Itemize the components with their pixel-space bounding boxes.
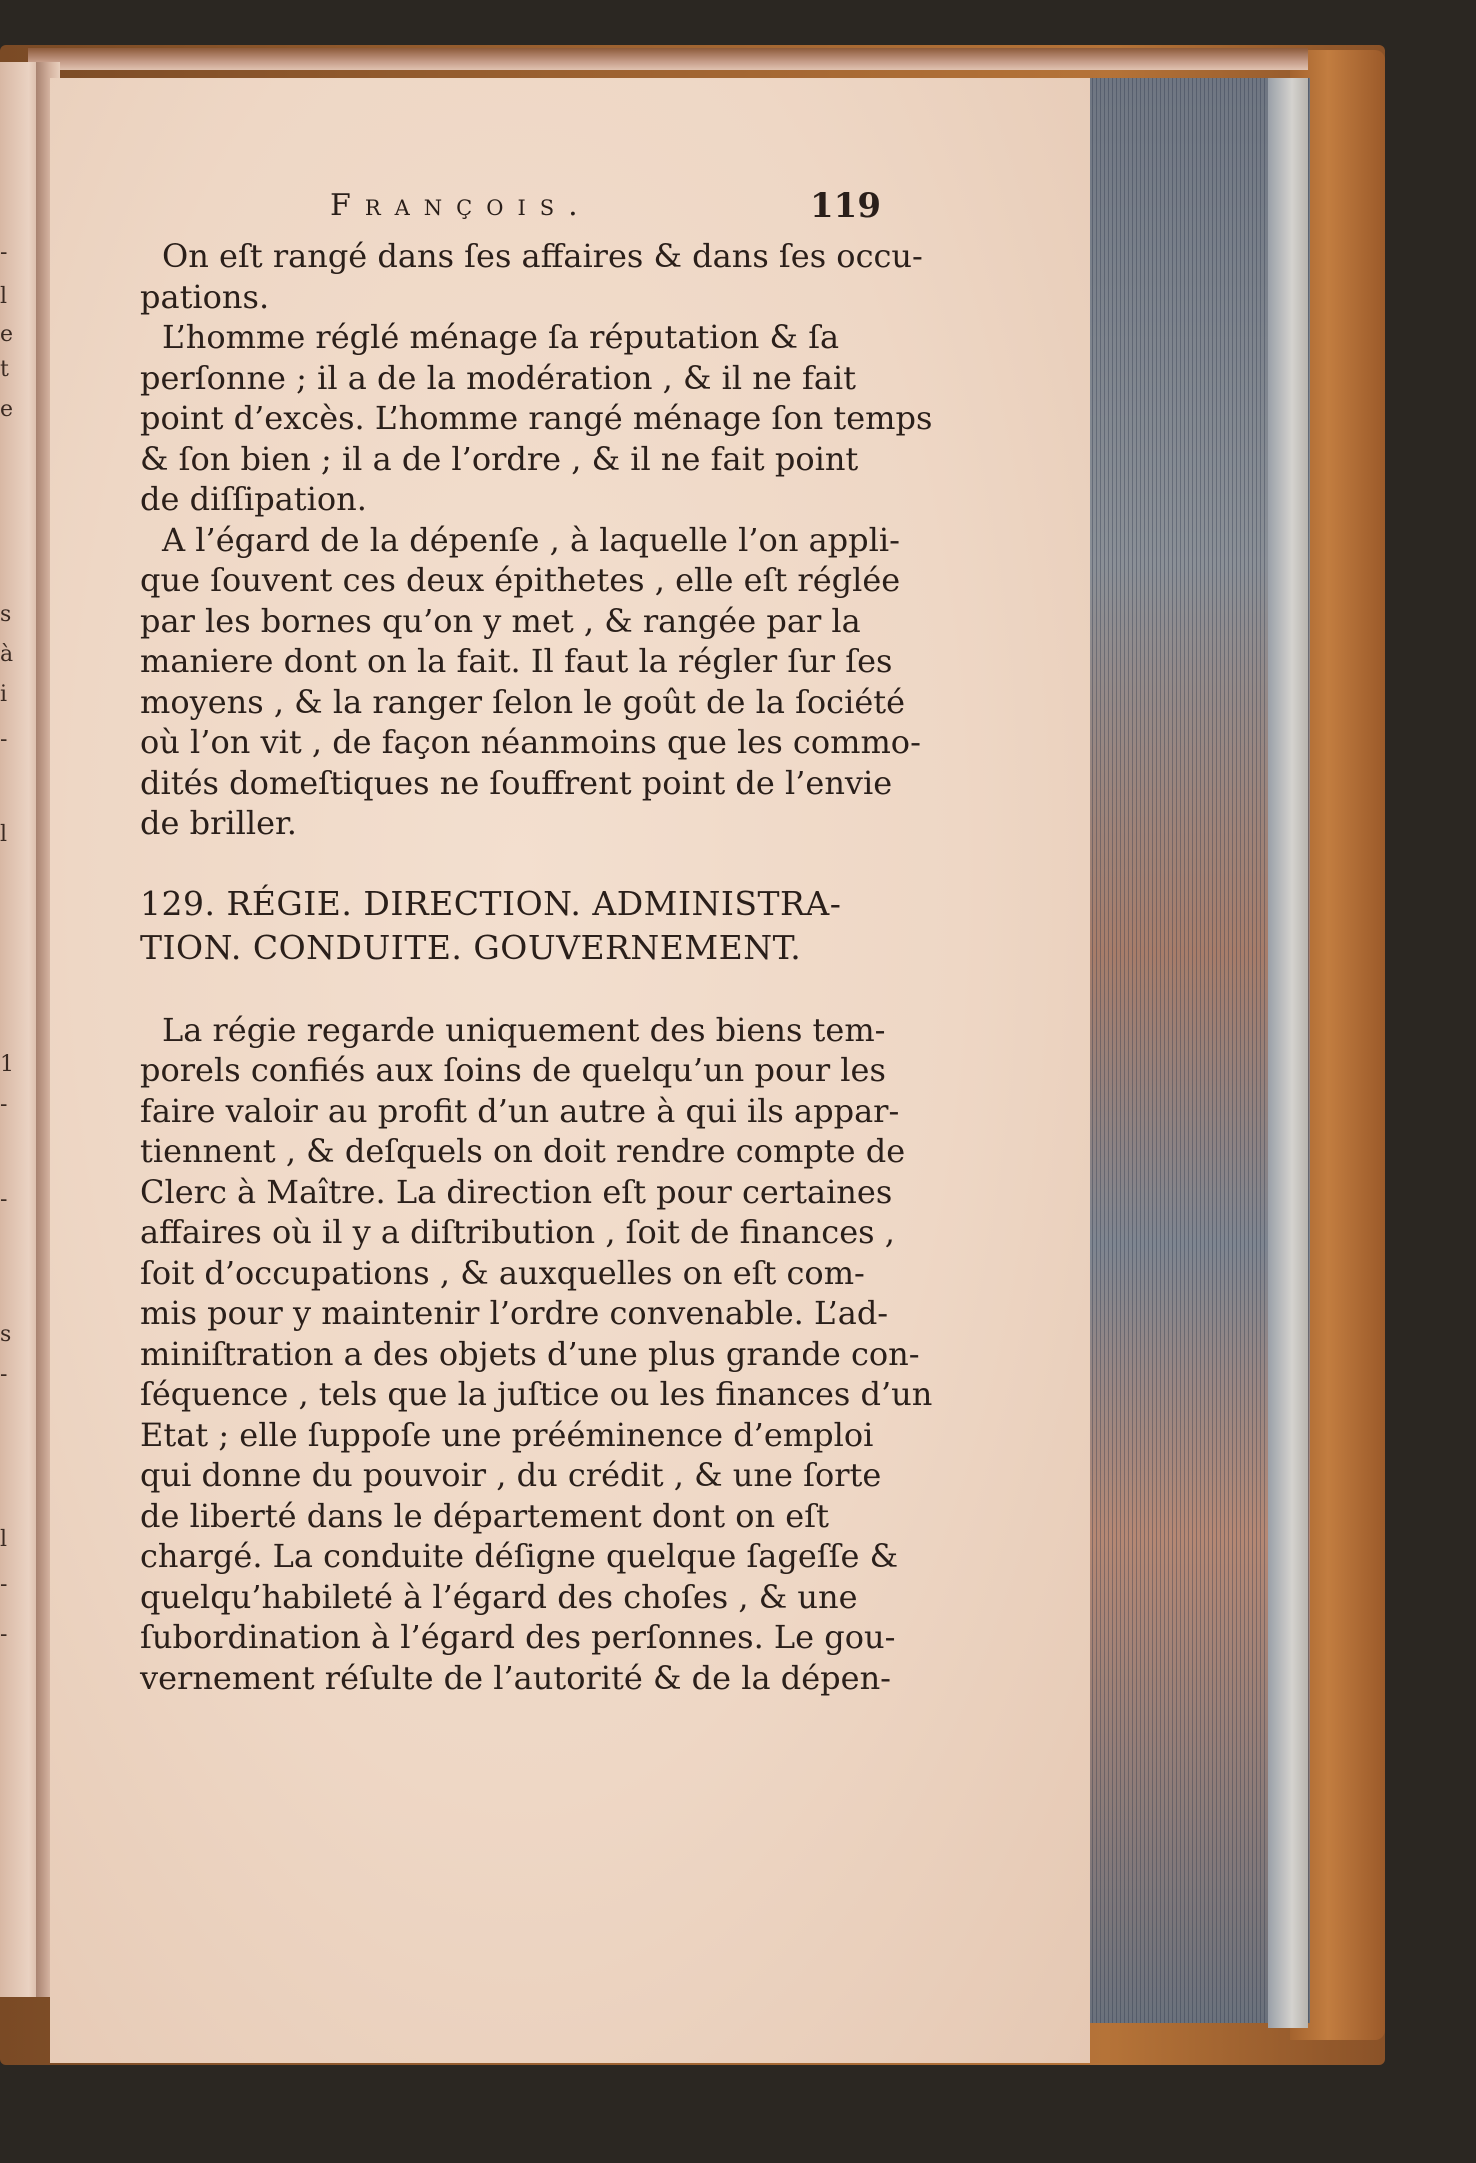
left-margin-glyph: s (0, 1322, 12, 1347)
left-margin-glyph: - (0, 1572, 8, 1597)
paragraph-1 (140, 236, 923, 317)
left-page-margin-text (0, 62, 14, 1997)
text-line: de diſſipation. (140, 480, 367, 518)
text-line: vernement réſulte de l’autorité & de la dépen- (140, 1658, 891, 1697)
text-line: Clerc à Maître. La direction eſt pour certaines (140, 1172, 893, 1211)
left-margin-glyph: t (0, 357, 9, 382)
spacer (140, 970, 920, 1010)
running-head (140, 188, 920, 236)
left-margin-glyph: - (0, 1622, 8, 1647)
text-line: faire valoir au profit d’un autre à qui ils appar- (140, 1091, 900, 1130)
text-line: miniſtration a des objets d’une plus grande con- (140, 1334, 920, 1373)
text-line: perſonne ; il a de la modération , & il ne fait (140, 358, 856, 397)
text-line: affaires où il y a diſtribution , ſoit de finances , (140, 1213, 895, 1251)
left-margin-glyph: - (0, 1362, 8, 1387)
left-margin-glyph: - (0, 240, 8, 265)
left-margin-glyph: - (0, 1092, 8, 1117)
running-head-title: François. (330, 188, 592, 223)
left-margin-glyph: - (0, 727, 8, 752)
left-margin-glyph: l (0, 1527, 8, 1552)
text-line: par les bornes qu’on y met , & rangée par la (140, 601, 861, 640)
text-line: On eſt rangé dans ſes affaires & dans ſes occu- (162, 237, 923, 275)
left-margin-glyph: s (0, 602, 12, 627)
left-margin-glyph: e (0, 322, 14, 347)
top-binding (28, 48, 1308, 70)
text-line: point d’excès. L’homme rangé ménage ſon temps (140, 399, 933, 437)
left-margin-glyph: l (0, 284, 8, 309)
page-block-highlight (1268, 78, 1308, 2028)
text-line: dités domeſtiques ne ſouffrent point de l’envie (140, 763, 893, 802)
paragraph-2 (140, 317, 933, 520)
text-line: porels confiés aux ſoins de quelqu’un pour les (140, 1051, 886, 1089)
page-number: 119 (810, 186, 881, 226)
text-line: quelqu’habileté à l’égard des choſes , & une (140, 1577, 858, 1616)
text-line: tiennent , & deſquels on doit rendre compte de (140, 1132, 906, 1170)
text-line: L’homme réglé ménage ſa réputation & ſa (162, 318, 840, 356)
text-line: de liberté dans le département dont on eſt (140, 1496, 829, 1535)
text-line: ſoit d’occupations , & auxquelles on eſt com- (140, 1253, 865, 1292)
left-margin-glyph: l (0, 822, 8, 847)
text-line: & ſon bien ; il a de l’ordre , & il ne fait point (140, 439, 859, 478)
text-line: ſubordination à l’égard des perſonnes. Le gou- (140, 1618, 896, 1656)
paragraph-3 (140, 520, 920, 844)
heading-line: TION. CONDUITE. GOUVERNEMENT. (140, 927, 802, 967)
text-line: qui donne du pouvoir , du crédit , & une ſorte (140, 1456, 882, 1494)
section-heading (140, 882, 920, 970)
text-line: ſéquence , tels que la juſtice ou les finances d’un (140, 1375, 933, 1413)
text-line: chargé. La conduite déſigne quelque ſageſſe & (140, 1537, 899, 1575)
text-line: Etat ; elle ſuppoſe une prééminence d’emploi (140, 1415, 874, 1454)
paragraph-4 (140, 1010, 933, 1699)
text-line: mis pour y maintenir l’ordre convenable. L’ad- (140, 1294, 889, 1332)
text-line: moyens , & la ranger ſelon le goût de la ſociété (140, 682, 906, 721)
heading-line: 129. RÉGIE. DIRECTION. ADMINISTRA- (140, 883, 842, 923)
left-margin-glyph: i (0, 682, 8, 707)
text-line: que ſouvent ces deux épithetes , elle eſt réglée (140, 561, 901, 599)
page-text (140, 186, 933, 1698)
text-line: A l’égard de la dépenſe , à laquelle l’on appli- (162, 520, 900, 559)
left-margin-glyph: e (0, 397, 14, 422)
left-margin-glyph: à (0, 642, 14, 667)
text-line: La régie regarde uniquement des biens tem- (162, 1010, 886, 1049)
text-line: maniere dont on la fait. Il faut la régler ſur ſes (140, 642, 893, 680)
left-margin-glyph: - (0, 1187, 8, 1212)
text-line: pations. (140, 277, 270, 316)
left-margin-glyph: 1 (0, 1052, 14, 1077)
text-line: où l’on vit , de façon néanmoins que les commo- (140, 723, 921, 761)
text-line: de briller. (140, 804, 297, 842)
